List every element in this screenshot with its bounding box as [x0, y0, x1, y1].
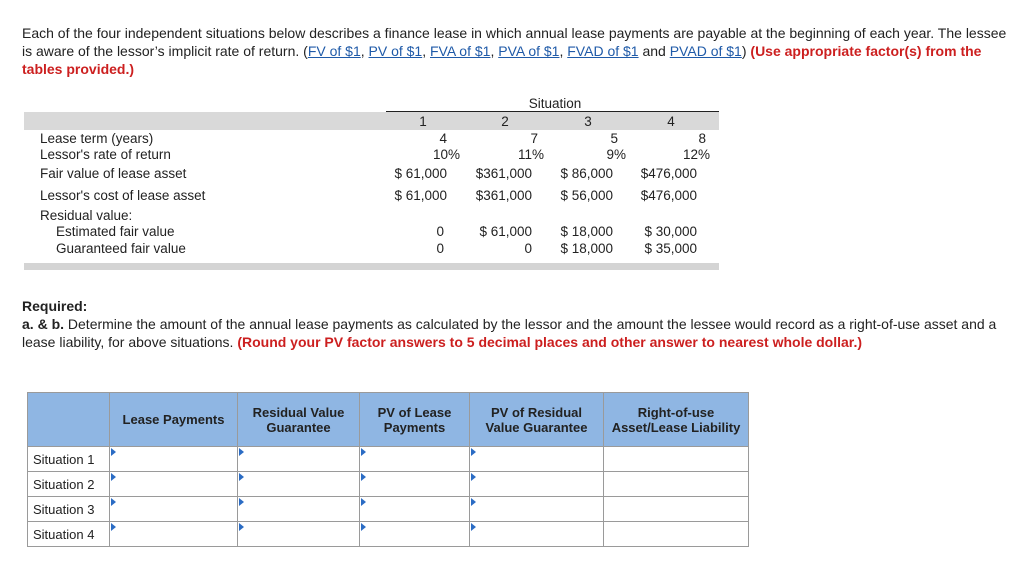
input-residual-guarantee-3[interactable] — [238, 497, 360, 522]
cell-fv-3: $ 86,000 — [560, 166, 613, 181]
input-lease-payments-4[interactable] — [110, 522, 238, 547]
situation-col-2: 2 — [501, 114, 509, 129]
input-pv-residual-3[interactable] — [470, 497, 604, 522]
cell-guar-3: $ 18,000 — [560, 241, 613, 256]
input-rou-1[interactable] — [604, 447, 749, 472]
answer-row-situation-4 — [28, 522, 749, 547]
pva-link[interactable]: PVA of $1 — [498, 43, 560, 59]
input-pv-lease-1[interactable] — [360, 447, 470, 472]
pvad-link[interactable]: PVAD of $1 — [669, 43, 742, 59]
required-text: Determine the amount of the annual lease payments as calculated by the lessor and the amount the lessee would record as a right-of-use asset and a lease liability, for above situations. — [22, 316, 997, 350]
intro-instruction: (Use appropriate factor(s) from the tables provided.) — [22, 43, 982, 77]
input-marker-icon — [361, 448, 366, 456]
input-marker-icon — [361, 498, 366, 506]
cell-term-3: 5 — [610, 131, 618, 146]
header-pv-lease-payments: PV of Lease Payments — [360, 393, 470, 447]
row-label-situation-2: Situation 2 — [28, 472, 110, 497]
input-marker-icon — [361, 523, 366, 531]
input-pv-lease-3[interactable] — [360, 497, 470, 522]
input-pv-residual-2[interactable] — [470, 472, 604, 497]
input-rou-2[interactable] — [604, 472, 749, 497]
required-part: a. & b. — [22, 316, 65, 332]
row-label-situation-3: Situation 3 — [28, 497, 110, 522]
header-rou-asset-liability: Right-of-use Asset/Lease Liability — [604, 393, 749, 447]
cell-est-4: $ 30,000 — [644, 224, 697, 239]
situation-bottom-band — [24, 263, 719, 270]
input-marker-icon — [111, 498, 116, 506]
input-lease-payments-2[interactable] — [110, 472, 238, 497]
row-label-estimated: Estimated fair value — [56, 224, 175, 239]
cell-est-3: $ 18,000 — [560, 224, 613, 239]
row-label-residual: Residual value: — [40, 208, 133, 223]
input-pv-lease-4[interactable] — [360, 522, 470, 547]
input-lease-payments-1[interactable] — [110, 447, 238, 472]
input-residual-guarantee-2[interactable] — [238, 472, 360, 497]
cell-rate-2: 11% — [517, 147, 544, 162]
answer-table — [27, 392, 749, 547]
input-marker-icon — [111, 523, 116, 531]
intro-text: Each of the four independent situations below describes a finance lease in which annual lease payments are payable at the beginning of each year. The lessee is aware of the lessor’s implicit rate of return. ( — [22, 25, 1007, 59]
input-marker-icon — [361, 473, 366, 481]
row-label-cost: Lessor's cost of lease asset — [40, 188, 206, 203]
input-residual-guarantee-4[interactable] — [238, 522, 360, 547]
cell-cost-4: $476,000 — [640, 188, 697, 203]
cell-rate-3: 9% — [606, 147, 626, 162]
header-lease-payments: Lease Payments — [110, 393, 238, 447]
input-pv-residual-1[interactable] — [470, 447, 604, 472]
cell-cost-2: $361,000 — [475, 188, 532, 203]
cell-cost-1: $ 61,000 — [394, 188, 447, 203]
cell-fv-2: $361,000 — [475, 166, 532, 181]
input-marker-icon — [111, 448, 116, 456]
input-pv-lease-2[interactable] — [360, 472, 470, 497]
cell-guar-2: 0 — [524, 241, 532, 256]
input-marker-icon — [471, 498, 476, 506]
cell-rate-1: 10% — [432, 147, 460, 162]
row-label-situation-4: Situation 4 — [28, 522, 110, 547]
input-lease-payments-3[interactable] — [110, 497, 238, 522]
input-marker-icon — [471, 473, 476, 481]
cell-cost-3: $ 56,000 — [560, 188, 613, 203]
row-label-rate: Lessor's rate of return — [40, 147, 171, 162]
close-paren: ) — [741, 43, 747, 59]
cell-rate-4: 12% — [682, 147, 710, 162]
pv-link[interactable]: PV of $1 — [368, 43, 423, 59]
required-title: Required: — [22, 298, 88, 314]
input-rou-4[interactable] — [604, 522, 749, 547]
fvad-link[interactable]: FVAD of $1 — [567, 43, 639, 59]
cell-term-4: 8 — [698, 131, 706, 146]
cell-fv-1: $ 61,000 — [394, 166, 447, 181]
input-pv-residual-4[interactable] — [470, 522, 604, 547]
cell-term-1: 4 — [439, 131, 447, 146]
answer-row-situation-1 — [28, 447, 749, 472]
answer-row-situation-2 — [28, 472, 749, 497]
row-label-fair-value: Fair value of lease asset — [40, 166, 187, 181]
input-marker-icon — [471, 448, 476, 456]
answer-row-situation-3 — [28, 497, 749, 522]
input-marker-icon — [239, 523, 244, 531]
required-section — [22, 297, 1022, 351]
situation-header: Situation — [528, 96, 582, 111]
header-residual-guarantee: Residual Value Guarantee — [238, 393, 360, 447]
cell-guar-1: 0 — [436, 241, 444, 256]
intro-paragraph: Each of the four independent situations below describes a finance lease in which annual lease payments are payable at the beginning of each year. The lessee is aware of the lessor’s implicit rate of return. (FV of $1, PV of $1, FVA of $1, PVA of $1, FVAD of $1 and PVAD of $1) (Use appropriate factor(s) from the tables provided.) — [22, 25, 1007, 77]
input-marker-icon — [239, 448, 244, 456]
situation-col-3: 3 — [584, 114, 592, 129]
header-blank — [28, 393, 110, 447]
and-text: and — [638, 43, 670, 59]
input-marker-icon — [471, 523, 476, 531]
required-instruction: (Round your PV factor answers to 5 decimal places and other answer to nearest whole dollar.) — [237, 334, 863, 350]
situation-header-band — [24, 112, 719, 130]
fv-link[interactable]: FV of $1 — [307, 43, 361, 59]
input-rou-3[interactable] — [604, 497, 749, 522]
answer-header-row — [28, 393, 749, 447]
cell-term-2: 7 — [530, 131, 538, 146]
row-label-guaranteed: Guaranteed fair value — [56, 241, 186, 256]
cell-est-1: 0 — [436, 224, 444, 239]
cell-fv-4: $476,000 — [640, 166, 697, 181]
cell-guar-4: $ 35,000 — [644, 241, 697, 256]
input-marker-icon — [239, 473, 244, 481]
situation-col-1: 1 — [419, 114, 427, 129]
fva-link[interactable]: FVA of $1 — [430, 43, 491, 59]
input-marker-icon — [111, 473, 116, 481]
input-residual-guarantee-1[interactable] — [238, 447, 360, 472]
cell-est-2: $ 61,000 — [479, 224, 532, 239]
row-label-lease-term: Lease term (years) — [40, 131, 154, 146]
header-pv-residual-guarantee: PV of Residual Value Guarantee — [470, 393, 604, 447]
row-label-situation-1: Situation 1 — [28, 447, 110, 472]
situation-col-4: 4 — [667, 114, 675, 129]
input-marker-icon — [239, 498, 244, 506]
